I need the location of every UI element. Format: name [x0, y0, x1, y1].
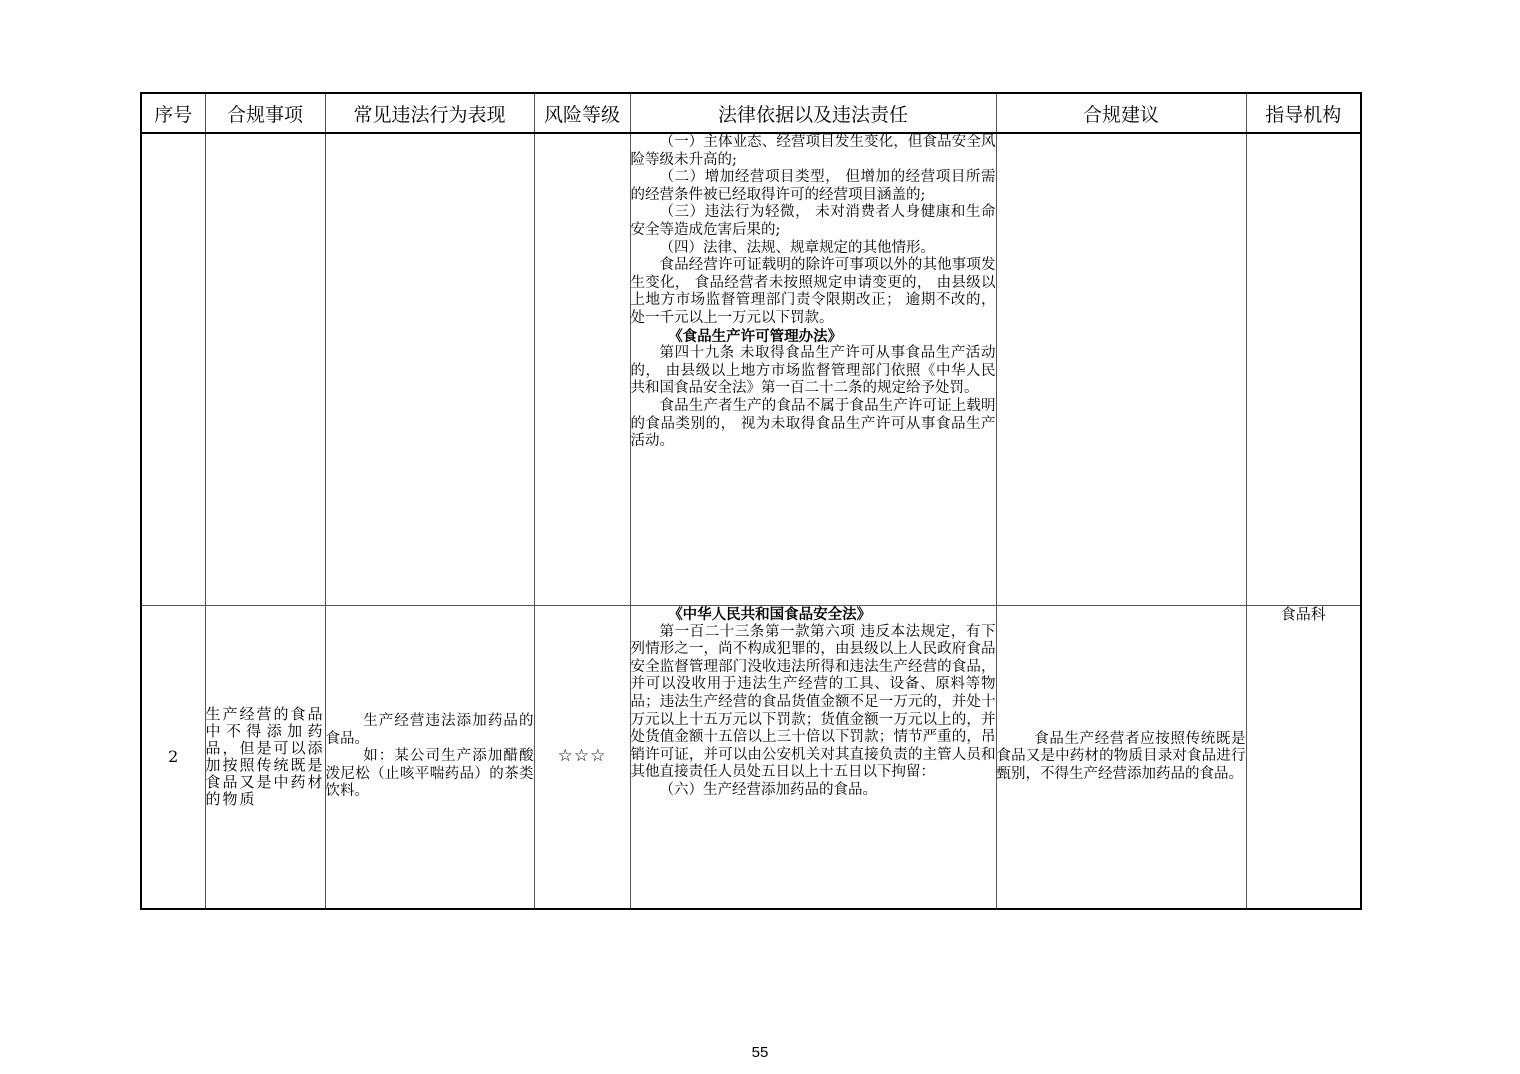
advice-paragraph: 食品生产经营者应按照传统既是食品又是中药材的物质目录对食品进行甄别，不得生产经营添加药品的食品。 — [996, 730, 1246, 782]
law-title: 《中华人民共和国食品安全法》 — [668, 606, 872, 623]
header-row — [141, 93, 1361, 133]
row1-index-cell — [141, 133, 205, 606]
row1-advice-cell — [996, 133, 1246, 606]
page-number: 55 — [751, 1044, 769, 1061]
compliance-table — [140, 92, 1362, 910]
row1-item-cell — [205, 133, 325, 606]
table-row — [141, 133, 1361, 606]
row1-law-cell — [630, 133, 996, 606]
header-item: 合规事项 — [205, 93, 325, 133]
header-behavior: 常见违法行为表现 — [325, 93, 534, 133]
row1-risk-cell — [534, 133, 630, 606]
row2-advice-cell — [996, 606, 1246, 910]
row2-behavior-cell — [325, 606, 534, 910]
behavior-paragraph: 如：某公司生产添加醋酸泼尼松（止咳平喘药品）的茶类饮料。 — [325, 748, 534, 800]
header-org: 指导机构 — [1246, 93, 1361, 133]
law-paragraph: 第一百二十三条第一款第六项 违反本法规定，有下列情形之一，尚不构成犯罪的，由县级以上人民政府食品安全监督管理部门没收违法所得和违法生产经营的食品，并可以没收用于违法生产经营的工具、设备、原料等物品；违法生产经营的食品货值金额不足一万元的，并处十万元以上十五万元以下罚款；货值金额一万元以上的，并处货值金额十五倍以上三十倍以下罚款；情节严重的，吊销许可证，并可以由公安机关对其直接负责的主管人员和其他直接责任人员处五日以上十五日以下拘留： — [630, 623, 996, 781]
behavior-paragraph: 生产经营违法添加药品的食品。 — [325, 713, 534, 747]
row1-behavior-cell — [325, 133, 534, 606]
row2-risk-rating: ☆☆☆ — [534, 606, 630, 910]
law-paragraph: （三）违法行为轻微， 未对消费者人身健康和生命安全等造成危害后果的; — [630, 204, 996, 238]
row2-index-cell: 2 — [141, 606, 205, 910]
law-paragraph: （四）法律、法规、规章规定的其他情形。 — [659, 239, 935, 256]
row2-law-cell — [630, 606, 996, 910]
row1-org-cell — [1246, 133, 1361, 606]
law-paragraph: （一）主体业态、经营项目发生变化，但食品安全风险等级未升高的; — [630, 134, 996, 168]
row2-org-cell: 食品科 — [1246, 606, 1361, 910]
row2-item-cell: 生产经营的食品中不得添加药品，但是可以添加按照传统既是食品又是中药材的物质 — [205, 606, 325, 910]
table-row — [141, 606, 1361, 910]
law-paragraph: 第四十九条 未取得食品生产许可从事食品生产活动的， 由县级以上地方市场监督管理部门依照《中华人民共和国食品安全法》第一百二十二条的规定给予处罚。 — [630, 345, 996, 397]
law-paragraph: （二）增加经营项目类型， 但增加的经营项目所需的经营条件被已经取得许可的经营项目涵盖的; — [630, 169, 996, 203]
header-advice: 合规建议 — [996, 93, 1246, 133]
header-law: 法律依据以及违法责任 — [630, 93, 996, 133]
header-risk: 风险等级 — [534, 93, 630, 133]
law-paragraph: （六）生产经营添加药品的食品。 — [659, 781, 877, 798]
header-index: 序号 — [141, 93, 205, 133]
law-paragraph: 食品生产者生产的食品不属于食品生产许可证上载明的食品类别的， 视为未取得食品生产许可从事食品生产活动。 — [630, 397, 996, 450]
law-paragraph: 食品经营许可证载明的除许可事项以外的其他事项发生变化， 食品经营者未按照规定申请变更的， 由县级以上地方市场监督管理部门责令限期改正； 逾期不改的，处一千元以上一万元以下罚款。 — [630, 257, 996, 326]
law-title: 《食品生产许可管理办法》 — [668, 327, 843, 345]
